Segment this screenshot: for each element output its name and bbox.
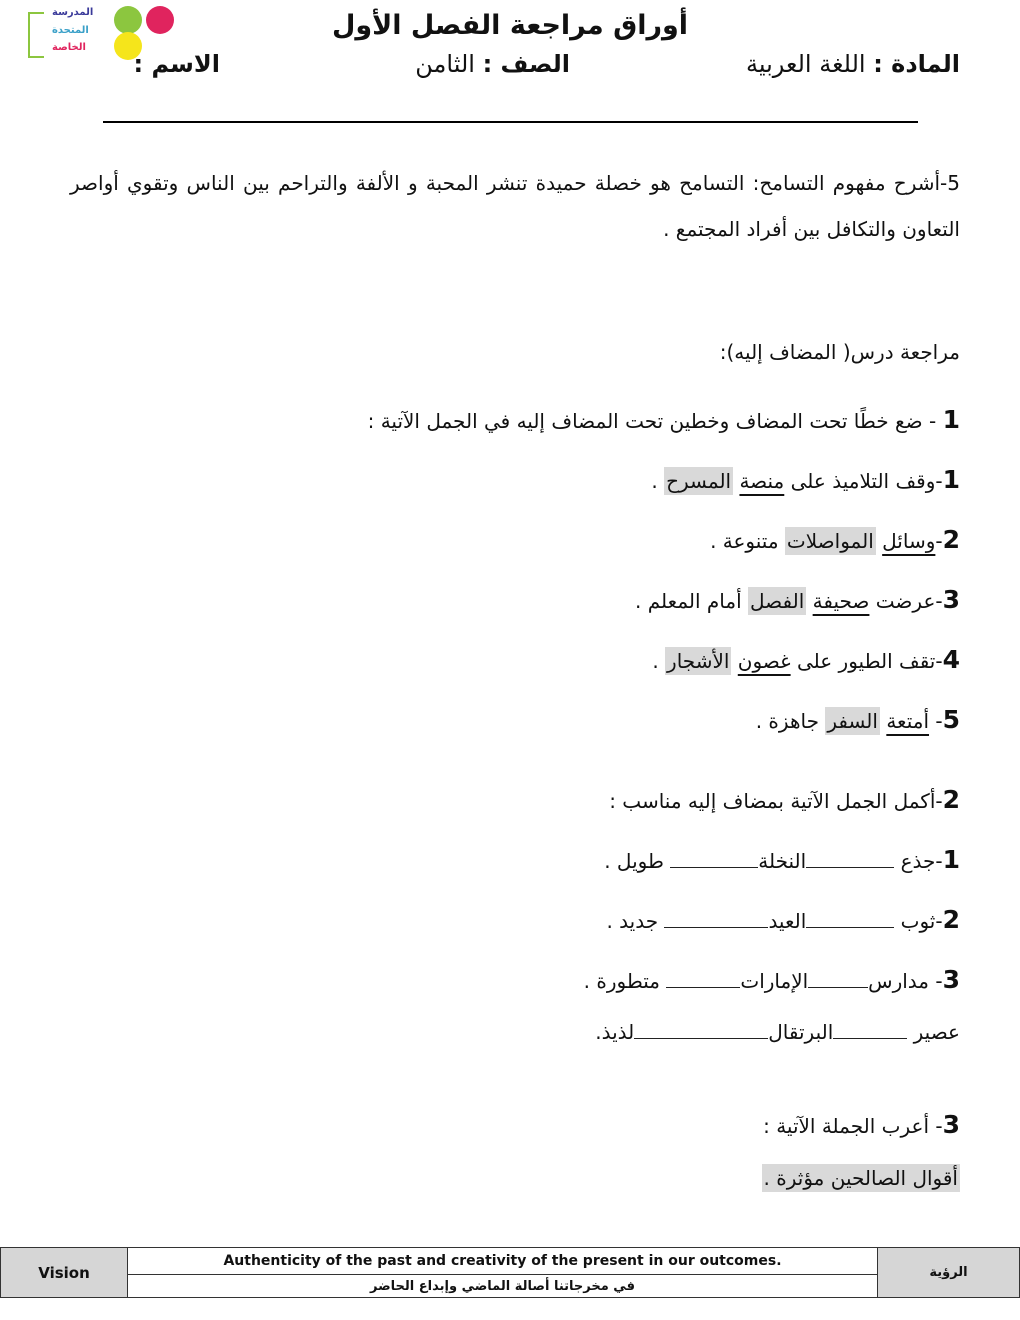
q5-number: 5- [940, 171, 960, 195]
filled-answer: العيد [768, 909, 807, 933]
blank-line [664, 909, 768, 928]
item-text-end: جاهزة . [755, 709, 819, 733]
grade-label: الصف : [482, 50, 570, 78]
grade-field [415, 50, 570, 78]
mudaf-ilayh-word: السفر [827, 709, 878, 733]
item-text-end: متنوعة . [710, 529, 779, 553]
logo-dot-green [114, 6, 142, 34]
ex2-item [604, 845, 960, 874]
ex1-item [756, 705, 960, 734]
ex1-number: 1 [942, 405, 960, 434]
mudaf-ilayh-word: المواصلات [786, 529, 874, 553]
mudaf-word: غصون [737, 649, 791, 673]
ex3-sentence-wrap [762, 1166, 960, 1190]
item-number: 3 [942, 965, 960, 994]
mudaf-word: أمتعة [886, 709, 930, 733]
blank-line [808, 969, 868, 988]
ex1-instruction-text: - ضع خطًا تحت المضاف وخطين تحت المضاف إليه في الجمل الآتية : [367, 409, 937, 433]
name-field [134, 50, 220, 78]
ex3-instruction [763, 1110, 960, 1139]
item-text: -وقف التلاميذ على [790, 469, 943, 493]
blank-line [833, 1020, 907, 1039]
item-number: 1 [942, 845, 960, 874]
filled-answer: البرتقال [768, 1020, 834, 1044]
mudaf-ilayh-word: الأشجار [667, 649, 730, 673]
item-word: -ثوب [900, 909, 943, 933]
ex2-instruction-text: -أكمل الجمل الآتية بمضاف إليه مناسب : [609, 789, 943, 813]
mudaf-word: منصة [739, 469, 785, 493]
ex2-instruction [609, 785, 960, 814]
ex3-sentence: أقوال الصالحين مؤثرة . [763, 1166, 958, 1190]
ex2-number: 2 [942, 785, 960, 814]
ex2-item [595, 1020, 960, 1044]
ex1-item [710, 525, 960, 554]
logo-text-2: المتحدة [52, 25, 89, 36]
logo-dot-red [146, 6, 174, 34]
mudaf-word: صحيفة [812, 589, 870, 613]
ex3-number: 3 [942, 1110, 960, 1139]
footer-statement-ar: في مخرجاتنا أصالة الماضي وإبداع الحاضر [370, 1278, 635, 1294]
ex1-item [651, 465, 960, 494]
item-number: 2 [942, 905, 960, 934]
header-divider [103, 121, 918, 123]
item-number: 2 [942, 525, 960, 554]
item-word-end: لذيذ. [595, 1020, 635, 1044]
item-word-end: متطورة . [583, 969, 660, 993]
name-label: الاسم : [133, 50, 220, 78]
footer-vision-ar: الرؤية [877, 1248, 1019, 1297]
item-text: -تقف الطيور على [796, 649, 943, 673]
ex2-item [606, 905, 960, 934]
item-word: عصير [913, 1020, 960, 1044]
q5-line2: التعاون والتكافل بين أفراد المجتمع . [663, 217, 960, 241]
item-text: - [935, 709, 943, 733]
item-number: 1 [942, 465, 960, 494]
logo-bracket-icon [28, 12, 44, 58]
item-number: 5 [942, 705, 960, 734]
mudaf-ilayh-word: الفصل [750, 589, 805, 613]
mudaf-word: وسائل [882, 529, 936, 553]
subject-label: المادة : [873, 50, 960, 78]
subject-field [746, 50, 960, 78]
question-5 [70, 160, 960, 252]
item-word-end: طويل . [604, 849, 664, 873]
item-word-end: جديد . [606, 909, 659, 933]
grade-value: الثامن [415, 50, 475, 78]
item-text-end: . [651, 469, 658, 493]
footer [0, 1247, 1020, 1298]
filled-answer: النخلة [758, 849, 807, 873]
footer-statement-en: Authenticity of the past and creativity of the present in our outcomes. [128, 1248, 877, 1275]
blank-line [634, 1020, 768, 1039]
item-text: - [935, 529, 943, 553]
subject-value: اللغة العربية [745, 50, 866, 78]
filled-answer: الإمارات [740, 969, 809, 993]
item-text: -عرضت [875, 589, 943, 613]
blank-line [666, 969, 740, 988]
item-text-end: . [652, 649, 659, 673]
ex1-instruction [368, 405, 960, 434]
blank-line [806, 849, 894, 868]
logo-text-3: الخاصة [52, 42, 86, 53]
logo-text-1: المدرسة [52, 7, 94, 18]
ex3-instruction-text: - أعرب الجملة الآتية : [763, 1114, 943, 1138]
item-text-end: أمام المعلم . [635, 589, 742, 613]
mudaf-ilayh-word: المسرح [666, 469, 732, 493]
blank-line [806, 909, 894, 928]
ex1-item [652, 645, 960, 674]
item-number: 3 [942, 585, 960, 614]
footer-vision-en: Vision [1, 1248, 128, 1297]
ex2-item [584, 965, 960, 994]
q5-line1: أشرح مفهوم التسامح: التسامح هو خصلة حميدة تنشر المحبة و الألفة والتراحم بين الناس وتقوي أواصر [70, 171, 941, 195]
blank-line [670, 849, 758, 868]
ex1-item [635, 585, 960, 614]
item-number: 4 [942, 645, 960, 674]
item-word: -جذع [900, 849, 943, 873]
item-word: - مدارس [868, 969, 943, 993]
page-title: أوراق مراجعة الفصل الأول [331, 10, 689, 41]
review-heading: مراجعة درس( المضاف إليه): [719, 340, 960, 364]
